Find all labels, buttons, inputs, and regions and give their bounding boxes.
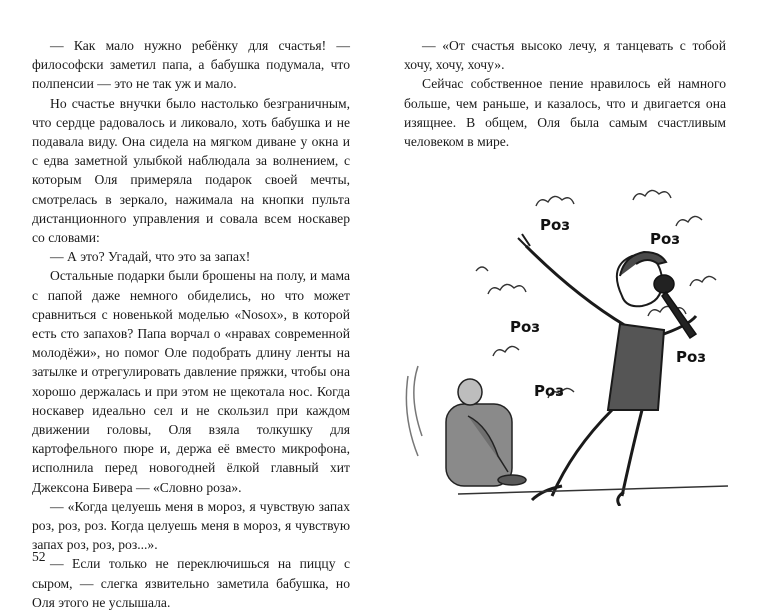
paragraph: — «Когда целуешь меня в мороз, я чувствую запах роз, роз, роз. Когда целуешь меня в мороз, я чувствую запах роз, роз, роз...». xyxy=(32,498,350,553)
left-column-text xyxy=(32,36,350,612)
scent-cloud xyxy=(676,216,702,226)
roz-label: Роз xyxy=(540,216,571,234)
roz-label: Роз xyxy=(650,230,681,248)
roz-label: Роз xyxy=(510,318,541,336)
paragraph: Но счастье внучки было настолько безграничным, что сердце радовалось и ликовало, хоть бабушка и не подавала виду. Она сидела на мягком диване у окна и с едва заметной улыбкой наблюдала за волнением, с которым Оля примеряла подарок своей мечты, смотрелась в зеркало, нажимала на кнопки пульта дистанционного управления и совала всем носкавер со словами: xyxy=(32,95,350,246)
paragraph: — Как мало нужно ребёнку для счастья! — философски заметил папа, а бабушка подумала, что полпенсии — это не так уж и мало. xyxy=(32,38,350,92)
scent-cloud xyxy=(493,346,519,356)
page-number: 52 xyxy=(32,549,46,564)
scent-cloud xyxy=(690,276,716,286)
right-column-text xyxy=(404,36,726,151)
paragraph: Остальные подарки были брошены на полу, и мама с папой даже немного обиделись, но что может сравниться с новенькой моделью «Nosox», в которой есть сто запахов? Папа ворчал о «нравах современной молодёжи», но помог Оле подобрать длину ленты на затылке и отрегулировать давление пряжки, чтобы она хорошо держалась и при этом не щекотала нос. Когда носкавер идеально сел и не скользил при каждом движении головы, Оля взяла толкушку для картофельного пюре и, держа её вместо микрофона, исполнила перед новогодней ёлкой главный хит Джексона Бивера — «Словно роза». xyxy=(32,268,350,495)
grandmother-figure xyxy=(406,366,526,486)
scent-cloud xyxy=(633,190,671,200)
scent-cloud xyxy=(476,267,488,271)
roz-label: Роз xyxy=(676,348,707,366)
paragraph: — А это? Угадай, что это за запах! xyxy=(50,249,251,265)
roz-label: Роз xyxy=(534,382,565,400)
scent-cloud xyxy=(488,284,526,294)
girl-figure xyxy=(518,234,696,506)
paragraph: — Если только не переключишься на пиццу с сыром, — слегка язвительно заметила бабушка, но Оля этого не услышала. xyxy=(32,556,350,610)
paragraph: Сейчас собственное пение нравилось ей намного больше, чем раньше, и казалось, что и двигается она изящнее. В общем, Оля была самым счастливым человеком в мире. xyxy=(404,76,726,150)
floor-line xyxy=(458,486,728,494)
scent-cloud xyxy=(536,196,574,206)
singing-girl-illustration xyxy=(398,186,738,506)
paragraph: — «От счастья высоко лечу, я танцевать с тобой хочу, хочу, хочу». xyxy=(404,38,726,73)
